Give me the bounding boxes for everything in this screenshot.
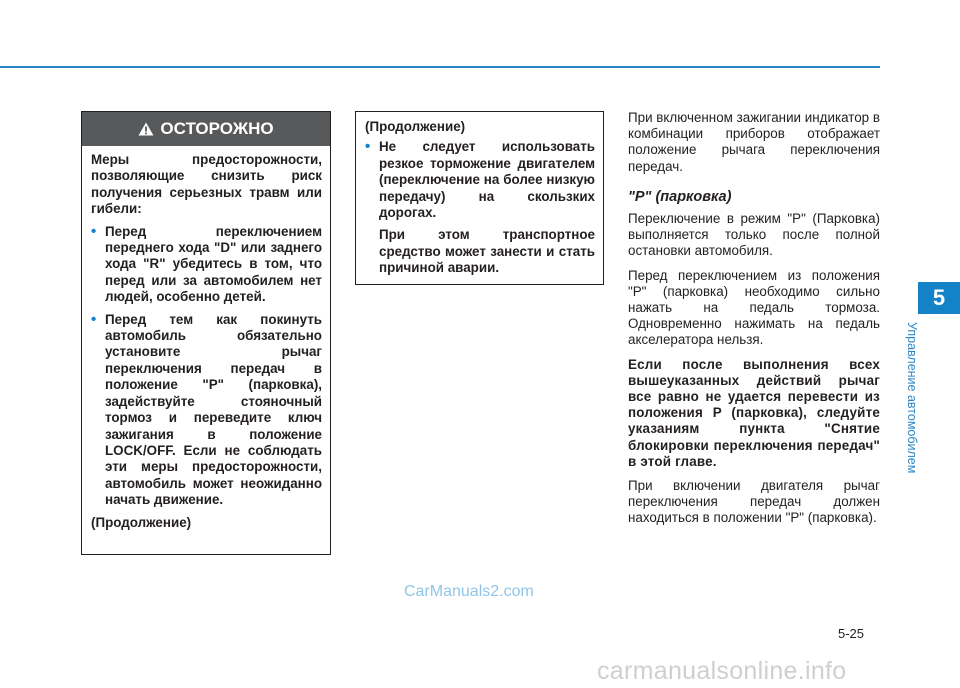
caution-bullet: • Перед переключением переднего хода "D" или заднего хода "R" убедитесь в том, что перед или за автомобилем нет людей, особенно детей. <box>91 224 322 306</box>
bold-paragraph: Если после выполнения всех вышеуказанных действий рычаг все равно не удается перевести из положения P (парковка), следуйте указаниям пункта "Снятие блокировки переключения передач" в этой главе. <box>628 356 880 469</box>
caution-header <box>82 112 330 146</box>
paragraph: Переключение в режим "P" (Парковка) выполняется только после полной остановки автомобиля. <box>628 211 880 259</box>
section-heading: "P" (парковка) <box>628 188 732 205</box>
page-number: 5-25 <box>838 626 865 641</box>
continuation-heading: (Продолжение) <box>365 119 466 134</box>
paragraph: Перед переключением из положения "P" (парковка) необходимо сильно нажать на педаль тормоза. Одновременно нажимать на педаль акселератора нельзя. <box>628 267 880 348</box>
caution-intro: Меры предосторожности, позволяющие снизить риск получения серьезных травм или гибели: <box>91 152 322 217</box>
caution-body <box>82 146 330 531</box>
chapter-tab[interactable]: 5 <box>918 282 960 314</box>
paragraph: При включенном зажигании индикатор в комбинации приборов отображает положение рычага переключения передач. <box>628 110 880 174</box>
continuation-box <box>355 111 604 285</box>
paragraph: При включении двигателя рычаг переключения передач должен находиться в положении "P" (парковка). <box>628 478 880 526</box>
main-text-column <box>628 110 880 535</box>
watermark-link[interactable]: CarManuals2.com <box>404 583 534 600</box>
continuation-bullet: • Не следует использовать резкое торможение двигателем (переключение на более низкую передачу) на скользких дорогах. <box>365 139 595 221</box>
caution-box <box>81 111 331 555</box>
continued-label: (Продолжение) <box>91 514 192 530</box>
warning-triangle-icon <box>138 122 154 136</box>
continuation-paragraph: При этом транспортное средство может занести и стать причиной аварии. <box>379 227 595 276</box>
watermark-text: carmanualsonline.info <box>597 657 847 685</box>
chapter-label: Управление автомобилем <box>905 322 919 474</box>
header-rule <box>0 66 880 68</box>
caution-title: ОСТОРОЖНО <box>160 119 274 138</box>
caution-bullet: • Перед тем как покинуть автомобиль обязательно установите рычаг переключения передач в положение "P" (парковка), задействуйте стояночный тормоз и переведите ключ зажигания в положение LOCK/OFF. Если не соблюдать эти меры предосторожности, автомобиль может неожиданно начать движение. <box>91 312 322 509</box>
